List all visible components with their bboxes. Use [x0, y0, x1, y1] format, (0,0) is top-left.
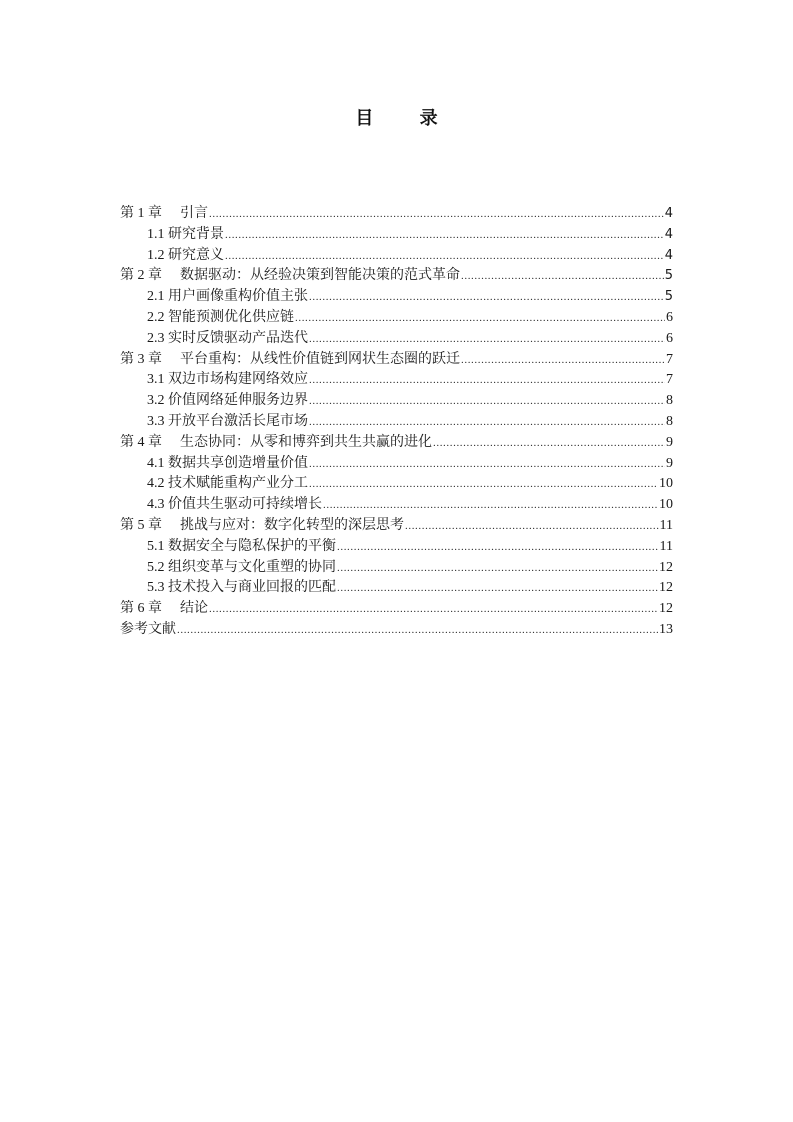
toc-entry-label: [147, 578, 336, 599]
toc-entry[interactable]: [120, 578, 673, 599]
toc-entry[interactable]: [120, 599, 673, 620]
toc-entry-page: 7: [666, 372, 673, 388]
toc-entry-label: [147, 537, 336, 558]
toc-entry-prefix: 2.1: [147, 289, 165, 305]
toc-entry[interactable]: [120, 287, 673, 308]
toc-entry-label: [147, 495, 322, 516]
toc-entry-title: 智能预测优化供应链: [168, 309, 294, 325]
toc-entry[interactable]: [120, 558, 673, 579]
toc-entry[interactable]: [120, 266, 673, 287]
toc-entry-prefix: 4.2: [147, 476, 165, 492]
toc-entry-label: [147, 287, 308, 308]
toc-entry-page: 12: [659, 601, 673, 617]
dot-leader: [209, 204, 664, 225]
toc-entry-label: [147, 225, 224, 246]
toc-entry-label: [120, 516, 404, 537]
toc-entry[interactable]: [120, 495, 673, 516]
toc-entry-label: [147, 329, 308, 350]
toc-entry[interactable]: [120, 329, 673, 350]
toc-entry-page: 7: [666, 351, 673, 367]
dot-leader: [295, 308, 665, 329]
toc-entry-label: [120, 599, 208, 620]
toc-entry-title: 价值共生驱动可持续增长: [168, 497, 322, 513]
dot-leader: [309, 454, 665, 475]
toc-entry-title: 引言: [180, 206, 208, 221]
toc-entry-title: 技术赋能重构产业分工: [168, 476, 308, 492]
toc-entry-page: 4: [664, 226, 673, 242]
toc-entry-label: [147, 558, 336, 579]
toc-entry-label: [147, 370, 308, 391]
toc-entry-label: [120, 350, 460, 371]
toc-entry[interactable]: [120, 474, 673, 495]
toc-entry-page: 9: [666, 434, 673, 450]
toc-entry[interactable]: [120, 391, 673, 412]
toc-entry-title: 参考文献: [120, 621, 176, 637]
toc-entry-title: 双边市场构建网络效应: [168, 372, 308, 388]
dot-leader: [225, 225, 664, 246]
dot-leader: [461, 350, 665, 371]
toc-entry[interactable]: [120, 350, 673, 371]
toc-entry[interactable]: [120, 204, 673, 225]
toc-entry-prefix: 2.3: [147, 330, 165, 346]
toc-entry-page: 8: [666, 393, 673, 409]
toc-entry-title: 开放平台激活长尾市场: [168, 413, 308, 429]
dot-leader: [337, 558, 658, 579]
toc-entry-page: 10: [659, 476, 673, 492]
toc-entry-title: 平台重构：从线性价值链到网状生态圈的跃迁: [180, 351, 460, 367]
toc-entry-prefix: 4.1: [147, 455, 165, 471]
toc-entry-page: 8: [666, 413, 673, 429]
dot-leader: [225, 246, 664, 267]
toc-entry-title: 研究背景: [168, 226, 224, 242]
toc-entry-prefix: 1.1: [147, 226, 165, 242]
toc-title: 目 录: [355, 108, 458, 129]
toc-entry-page: 6: [666, 330, 673, 346]
toc-entry[interactable]: [120, 620, 673, 641]
toc-entry-label: [120, 266, 460, 287]
dot-leader: [337, 578, 658, 599]
dot-leader: [309, 474, 658, 495]
dot-leader: [433, 433, 665, 454]
dot-leader: [309, 370, 665, 391]
toc-entry-title: 研究意义: [168, 247, 224, 263]
toc-entry[interactable]: [120, 537, 673, 558]
toc-entry-label: [120, 433, 432, 454]
dot-leader: [405, 516, 659, 537]
toc-entry-page: 12: [659, 580, 673, 596]
toc-entry-page: 5: [664, 268, 673, 284]
toc-entry-page: 5: [664, 289, 673, 305]
toc-entry-title: 用户画像重构价值主张: [168, 289, 308, 305]
toc-entry-title: 数据安全与隐私保护的平衡: [168, 538, 336, 554]
dot-leader: [177, 620, 658, 641]
toc-entry-label: [147, 308, 294, 329]
toc-entry-prefix: 3.1: [147, 372, 165, 388]
toc-entry-label: [147, 454, 308, 475]
toc-entry-prefix: 2.2: [147, 309, 165, 325]
toc-entry-prefix: 5.1: [147, 538, 165, 554]
toc-entry-prefix: 5.3: [147, 580, 165, 596]
dot-leader: [461, 266, 664, 287]
toc-entry-page: 4: [664, 206, 673, 221]
toc-entry[interactable]: [120, 454, 673, 475]
toc-entry-prefix: 第 2 章: [120, 268, 162, 284]
toc-entry-prefix: 第 1 章: [120, 206, 162, 221]
toc-entry[interactable]: [120, 370, 673, 391]
toc-entry-page: 13: [659, 621, 673, 637]
toc-entry-prefix: 第 6 章: [120, 601, 162, 617]
toc-entry-title: 技术投入与商业回报的匹配: [168, 580, 336, 596]
toc-entry-page: 12: [659, 559, 673, 575]
toc-entry-page: 11: [659, 538, 673, 554]
toc-entry-prefix: 第 5 章: [120, 517, 162, 533]
toc-entry-label: [147, 474, 308, 495]
toc-entry-page: 9: [666, 455, 673, 471]
dot-leader: [309, 412, 665, 433]
dot-leader: [323, 495, 658, 516]
toc-entry-page: 6: [666, 309, 673, 325]
toc-entry-label: [147, 412, 308, 433]
toc-entry-prefix: 3.3: [147, 413, 165, 429]
table-of-contents: [120, 204, 673, 641]
toc-entry-title: 数据驱动：从经验决策到智能决策的范式革命: [180, 268, 460, 284]
dot-leader: [309, 287, 664, 308]
toc-entry-page: 4: [664, 247, 673, 263]
toc-entry-label: [147, 391, 308, 412]
toc-entry[interactable]: [120, 225, 673, 246]
toc-entry-label: [120, 204, 208, 225]
toc-entry-page: 10: [659, 497, 673, 513]
toc-entry-prefix: 第 4 章: [120, 434, 162, 450]
toc-entry-prefix: 3.2: [147, 393, 165, 409]
toc-entry[interactable]: [120, 412, 673, 433]
toc-entry-title: 挑战与应对：数字化转型的深层思考: [180, 517, 404, 533]
toc-entry-title: 组织变革与文化重塑的协同: [168, 559, 336, 575]
toc-entry[interactable]: [120, 308, 673, 329]
toc-entry-prefix: 4.3: [147, 497, 165, 513]
dot-leader: [337, 537, 659, 558]
dot-leader: [309, 329, 665, 350]
toc-entry-title: 数据共享创造增量价值: [168, 455, 308, 471]
dot-leader: [209, 599, 658, 620]
toc-entry-title: 结论: [180, 601, 208, 617]
toc-entry[interactable]: [120, 516, 673, 537]
toc-entry-prefix: 第 3 章: [120, 351, 162, 367]
toc-entry-prefix: 5.2: [147, 559, 165, 575]
toc-entry-prefix: 1.2: [147, 247, 165, 263]
toc-entry-title: 实时反馈驱动产品迭代: [168, 330, 308, 346]
toc-entry-title: 生态协同：从零和博弈到共生共赢的进化: [180, 434, 432, 450]
toc-entry-label: [120, 620, 176, 641]
toc-entry-title: 价值网络延伸服务边界: [168, 393, 308, 409]
toc-entry-label: [147, 246, 224, 267]
toc-entry[interactable]: [120, 246, 673, 267]
dot-leader: [309, 391, 665, 412]
toc-entry-page: 11: [659, 517, 673, 533]
toc-entry[interactable]: [120, 433, 673, 454]
